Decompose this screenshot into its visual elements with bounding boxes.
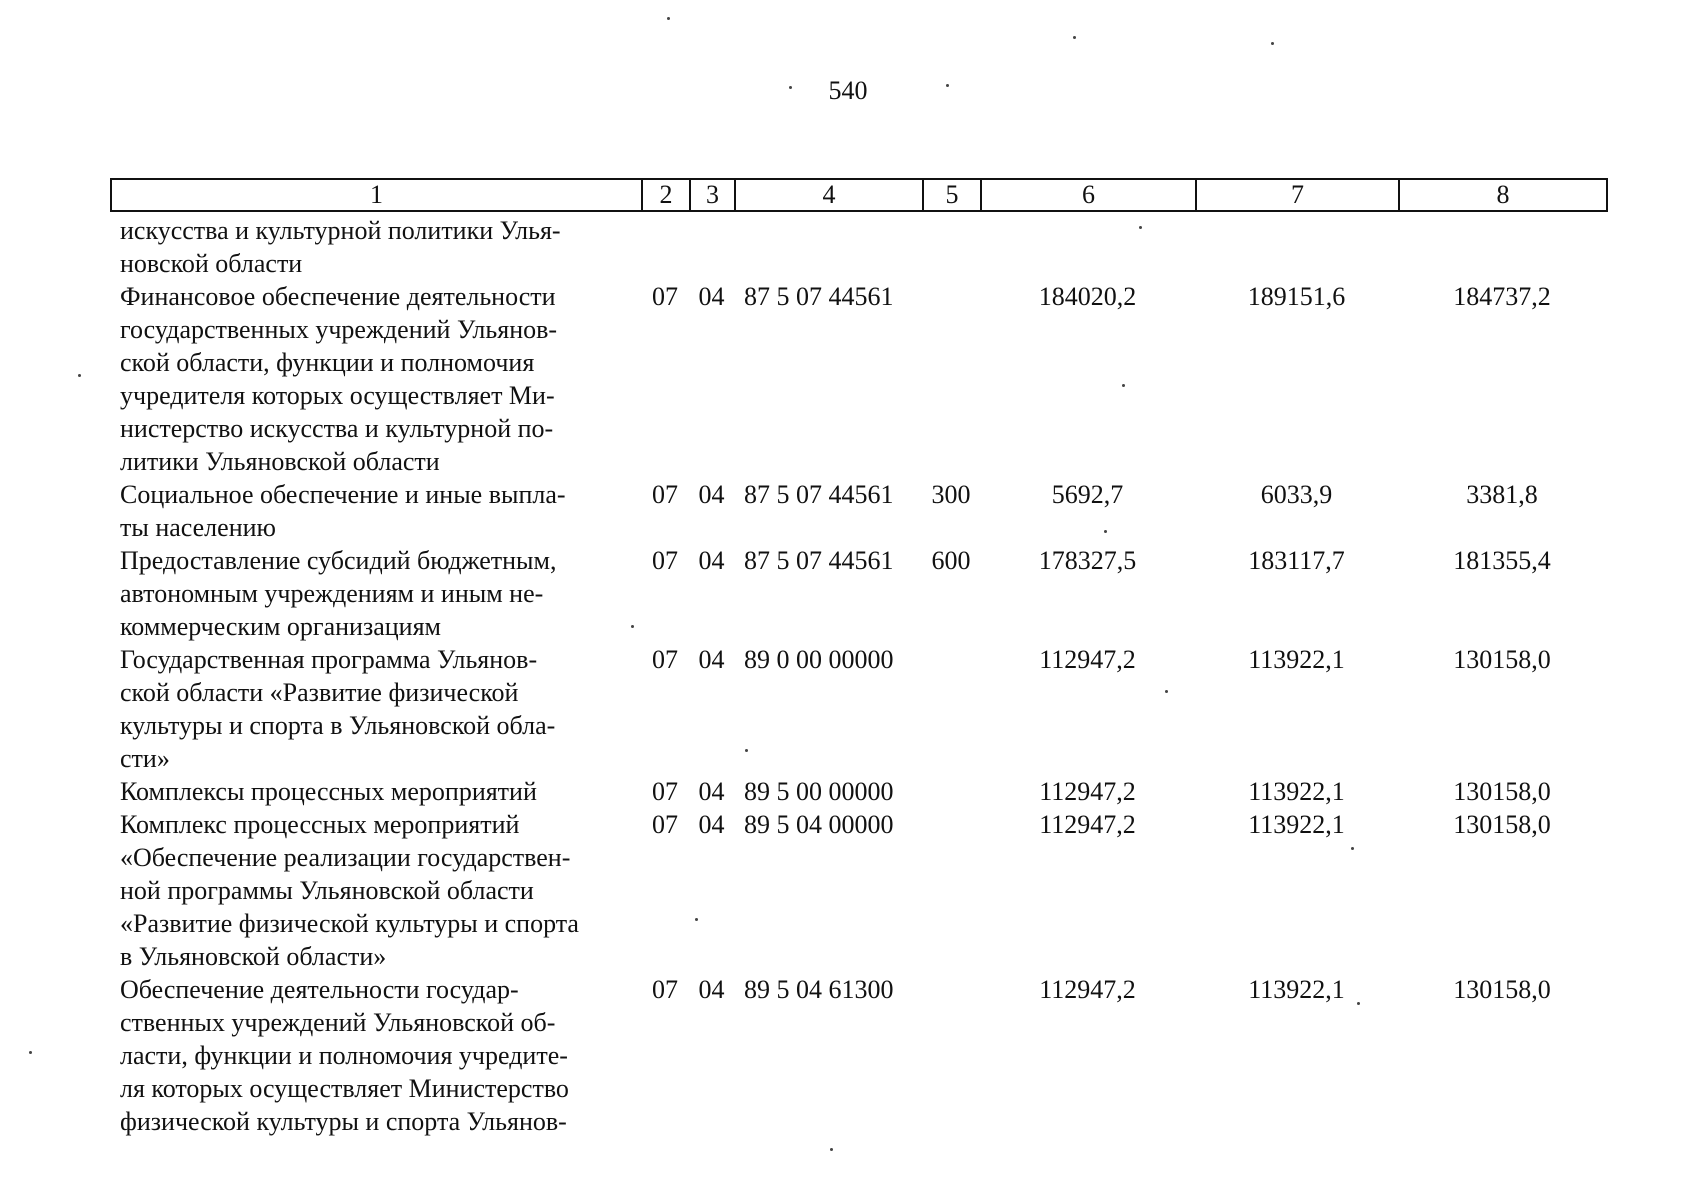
scan-speck [1073,36,1076,39]
row-cell-c7: 6033,9 [1260,480,1333,509]
row-name-line: Предоставление субсидий бюджетным, [120,546,557,575]
row-cell-c5: 600 [931,546,971,575]
scan-speck [789,86,792,89]
row-name-line: Комплексы процессных мероприятий [120,777,537,806]
row-cell-c3: 04 [698,777,725,806]
row-cell-c2: 07 [652,480,678,509]
column-header-3: 3 [690,179,735,211]
row-name-cell [110,280,641,478]
row-name-line: ственных учреждений Ульяновской об- [120,1008,556,1037]
table-row [110,973,1606,1138]
row-cell-c7: 113922,1 [1248,777,1345,806]
row-cell-c6 [980,214,1195,280]
scan-speck [631,625,634,628]
row-cell-c5 [922,775,980,808]
row-name-line: ской области, функции и полномочия [120,348,535,377]
row-cell-c8: 130158,0 [1453,975,1551,1004]
row-name-line: Обеспечение деятельности государ- [120,975,519,1004]
row-cell-c8: 130158,0 [1453,777,1551,806]
row-cell-c3: 04 [698,546,725,575]
row-cell-c2: 07 [652,975,678,1004]
row-cell-c2: 07 [652,546,678,575]
row-name-cell [110,973,641,1138]
row-cell-c2: 07 [652,645,678,674]
row-name-line: Социальное обеспечение и иные выпла- [120,480,566,509]
budget-table [110,214,1606,1138]
row-cell-c7: 113922,1 [1248,645,1345,674]
row-name-cell [110,478,641,544]
row-cell-c4: 87 5 07 44561 [744,546,894,575]
column-header-5: 5 [923,179,981,211]
row-name-line: ласти, функции и полномочия учредите- [120,1041,568,1070]
scan-speck [946,84,949,87]
table-row [110,643,1606,775]
row-name-line: физической культуры и спорта Ульянов- [120,1107,567,1136]
row-cell-c8 [1398,214,1606,280]
row-name-line: ной программы Ульяновской области [120,876,534,905]
page-number: 540 [828,76,868,105]
row-cell-c4: 87 5 07 44561 [744,480,894,509]
scan-speck [1139,226,1142,229]
row-cell-c6: 184020,2 [1038,282,1137,311]
row-cell-c5 [922,643,980,775]
row-name-cell [110,808,641,973]
row-cell-c6: 112947,2 [1039,810,1136,839]
row-cell-c3: 04 [698,810,725,839]
row-name-cell [110,214,641,280]
column-header-table [110,178,1608,212]
column-header-2: 2 [642,179,690,211]
row-cell-c4: 89 0 00 00000 [744,645,894,674]
column-header-1: 1 [111,179,642,211]
row-name-line: Финансовое обеспечение деятельности [120,282,556,311]
row-cell-c4: 89 5 00 00000 [744,777,894,806]
row-cell-c7: 113922,1 [1248,975,1345,1004]
row-cell-c5: 300 [931,480,971,509]
row-name-line: «Обеспечение реализации государствен- [120,843,571,872]
row-name-line: в Ульяновской области» [120,942,387,971]
row-name-line: искусства и культурной политики Улья- [120,216,561,245]
row-cell-c7: 189151,6 [1247,282,1346,311]
row-cell-c5 [922,214,980,280]
row-name-line: «Развитие физической культуры и спорта [120,909,579,938]
scan-speck [1357,1002,1360,1005]
row-cell-c4: 87 5 07 44561 [744,282,894,311]
table-row [110,544,1606,643]
table-row [110,280,1606,478]
row-cell-c2: 07 [652,810,678,839]
row-cell-c3 [689,214,734,280]
scan-speck [1351,847,1354,850]
row-cell-c4 [734,214,922,280]
row-name-line: новской области [120,249,303,278]
row-cell-c5 [922,280,980,478]
row-cell-c3: 04 [698,480,725,509]
row-cell-c3: 04 [698,282,725,311]
row-name-line: автономным учреждениям и иным не- [120,579,544,608]
row-cell-c4: 89 5 04 61300 [744,975,894,1004]
row-cell-c6: 112947,2 [1039,777,1136,806]
row-name-line: ля которых осуществляет Министерство [120,1074,569,1103]
row-name-cell [110,775,641,808]
row-cell-c8: 130158,0 [1453,810,1551,839]
row-cell-c6: 5692,7 [1051,480,1124,509]
row-cell-c8: 184737,2 [1453,282,1551,311]
row-cell-c8: 181355,4 [1453,546,1551,575]
scan-speck [1104,530,1107,533]
row-cell-c6: 112947,2 [1039,645,1136,674]
row-cell-c4: 89 5 04 00000 [744,810,894,839]
row-cell-c5 [922,808,980,973]
row-cell-c2 [641,214,689,280]
column-header-4: 4 [735,179,923,211]
scan-speck [1271,42,1274,45]
row-cell-c7: 183117,7 [1248,546,1345,575]
row-cell-c8: 3381,8 [1466,480,1538,509]
row-name-line: литики Ульяновской области [120,447,440,476]
table-row [110,214,1606,280]
row-name-line: культуры и спорта в Ульяновской обла- [120,711,556,740]
column-header-7: 7 [1196,179,1399,211]
row-cell-c6: 178327,5 [1038,546,1137,575]
column-header-8: 8 [1399,179,1607,211]
scan-speck [1122,384,1125,387]
row-cell-c2: 07 [652,282,678,311]
row-cell-c6: 112947,2 [1039,975,1136,1004]
row-cell-c2: 07 [652,777,678,806]
column-header-6: 6 [981,179,1196,211]
row-name-line: нистерство искусства и культурной по- [120,414,554,443]
row-name-cell [110,544,641,643]
table-row [110,478,1606,544]
row-name-line: сти» [120,744,170,773]
row-cell-c3: 04 [698,975,725,1004]
row-cell-c8: 130158,0 [1453,645,1551,674]
scan-speck [1165,690,1168,693]
table-row [110,775,1606,808]
row-name-line: ской области «Развитие физической [120,678,519,707]
row-cell-c7 [1195,214,1398,280]
row-name-line: ты населению [120,513,276,542]
table-row [110,808,1606,973]
column-header-row [111,179,1607,211]
scan-speck [830,1148,833,1151]
row-name-line: учредителя которых осуществляет Ми- [120,381,555,410]
row-cell-c3: 04 [698,645,725,674]
scan-speck [29,1051,32,1054]
scan-speck [695,918,698,921]
row-cell-c5 [922,973,980,1138]
scan-speck [78,374,81,377]
row-name-cell [110,643,641,775]
row-name-line: Государственная программа Ульянов- [120,645,538,674]
row-name-line: Комплекс процессных мероприятий [120,810,520,839]
row-name-line: коммерческим организациям [120,612,442,641]
budget-table-body [110,214,1606,1138]
row-cell-c7: 113922,1 [1248,810,1345,839]
scan-speck [667,17,670,20]
scan-speck [745,749,748,752]
row-name-line: государственных учреждений Ульянов- [120,315,558,344]
